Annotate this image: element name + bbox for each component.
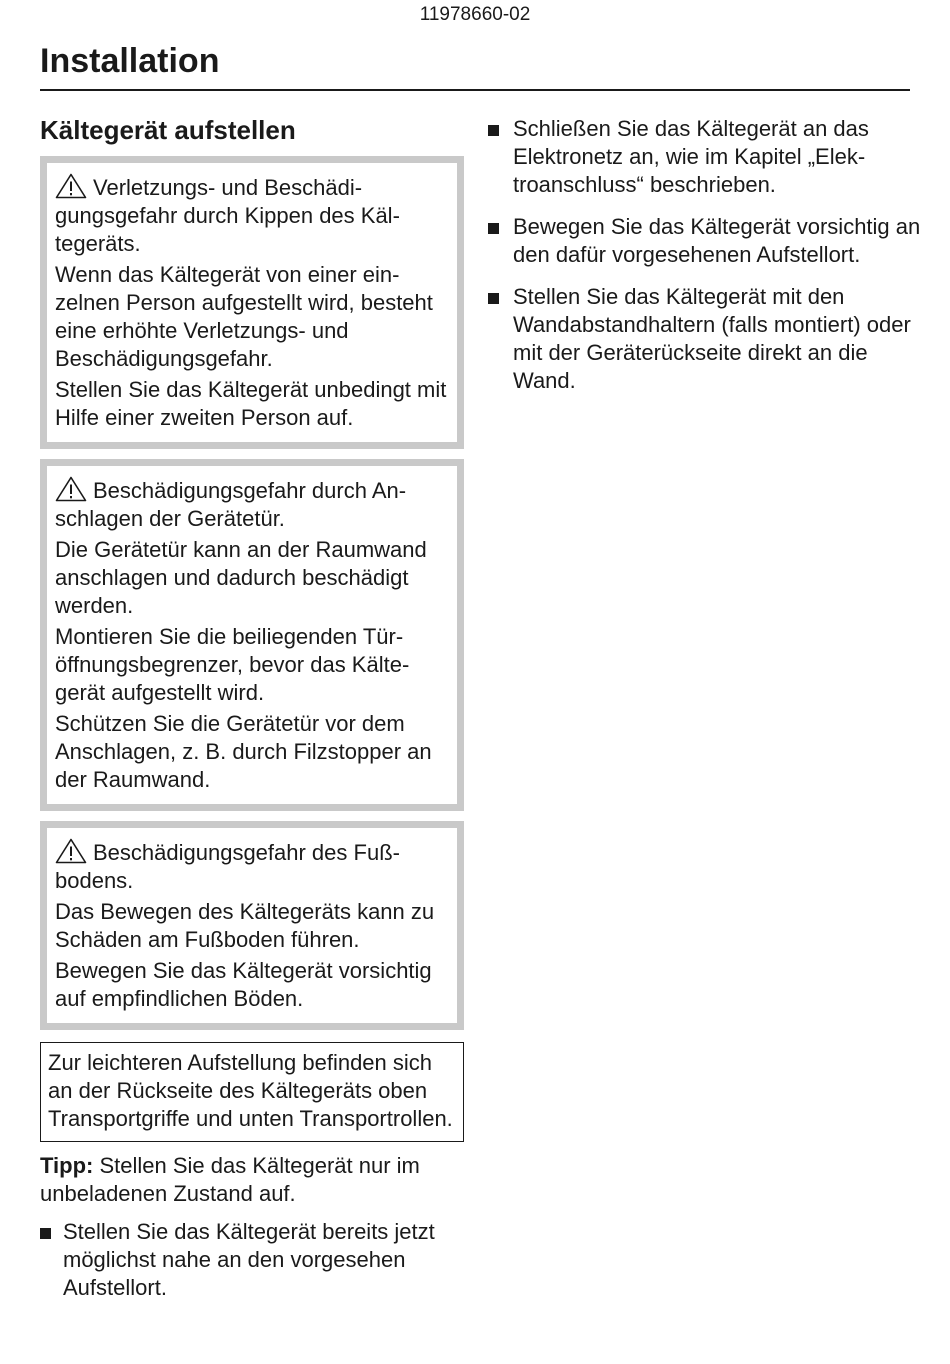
document-number: 11978660-02 — [419, 4, 531, 25]
bullet-square-icon — [488, 125, 499, 136]
warning-text: Wenn das Kältegerät von einer einzelnen Person aufgestellt wird, besteht eine erhöhte Verletzungs- und Beschädigungsgefahr. — [55, 262, 433, 371]
left-column — [40, 112, 464, 1302]
warning-instruction: Stellen Sie das Kältegerät unbedingt mit Hilfe einer zweiten Person auf. — [55, 377, 447, 430]
warning-heading: Beschädigungsgefahr durch Anschlagen der Gerätetür. — [55, 478, 407, 531]
warning-triangle-icon — [55, 173, 89, 199]
warning-box-floor — [40, 821, 464, 1030]
warning-text: Die Gerätetür kann an der Raumwand anschlagen und dadurch beschädigt werden. — [55, 537, 427, 618]
warning-triangle-icon — [55, 476, 89, 502]
warning-instruction: Schützen Sie die Gerätetür vor dem Anschlagen, z. B. durch Filzstopper an der Raumwand. — [55, 711, 432, 792]
bullet-square-icon — [40, 1228, 51, 1239]
bullet-square-icon — [488, 293, 499, 304]
list-item: Bewegen Sie das Kältegerät vorsichtig an den dafür vorgesehenen Aufstellort. — [488, 213, 928, 269]
tip — [40, 1152, 464, 1208]
list-item: Schließen Sie das Kältegerät an das Elektronetz an, wie im Kapitel „Elektroanschluss“ beschrieben. — [488, 115, 928, 199]
warning-triangle-icon — [55, 838, 89, 864]
list-item: Stellen Sie das Kältegerät bereits jetzt möglichst nahe an den vorgesehen Aufstellort. — [40, 1218, 464, 1302]
warning-text: Das Bewegen des Kältegeräts kann zu Schäden am Fußboden führen. — [55, 899, 435, 952]
bullet-square-icon — [488, 223, 499, 234]
tip-label: Tipp: — [40, 1153, 94, 1178]
warning-instruction: Bewegen Sie das Kältegerät vorsichtig auf empfindlichen Böden. — [55, 958, 432, 1011]
section-title: Installation — [40, 42, 220, 80]
list-item: Stellen Sie das Kältegerät mit den Wandabstandhaltern (falls montiert) oder mit der Geräterückseite direkt an die Wand. — [488, 283, 928, 395]
warning-box-tipping — [40, 156, 464, 449]
warning-heading: Verletzungs- und Beschädigungsgefahr durch Kippen des Kältegeräts. — [55, 175, 400, 256]
subsection-title: Kältegerät aufstellen — [40, 115, 296, 145]
tip-text: Stellen Sie das Kältegerät nur im unbeladenen Zustand auf. — [40, 1153, 420, 1206]
right-column — [488, 115, 928, 409]
warning-heading: Beschädigungsgefahr des Fußbodens. — [55, 840, 400, 893]
warning-box-door — [40, 459, 464, 811]
warning-instruction: Montieren Sie die beiliegenden Türöffnungsbegrenzer, bevor das Kältegerät aufgestellt wird. — [55, 624, 410, 705]
info-note: Zur leichteren Aufstellung befinden sich an der Rückseite des Kältegeräts oben Transportgriffe und unten Transportrollen. — [40, 1042, 464, 1142]
title-divider — [40, 89, 910, 91]
